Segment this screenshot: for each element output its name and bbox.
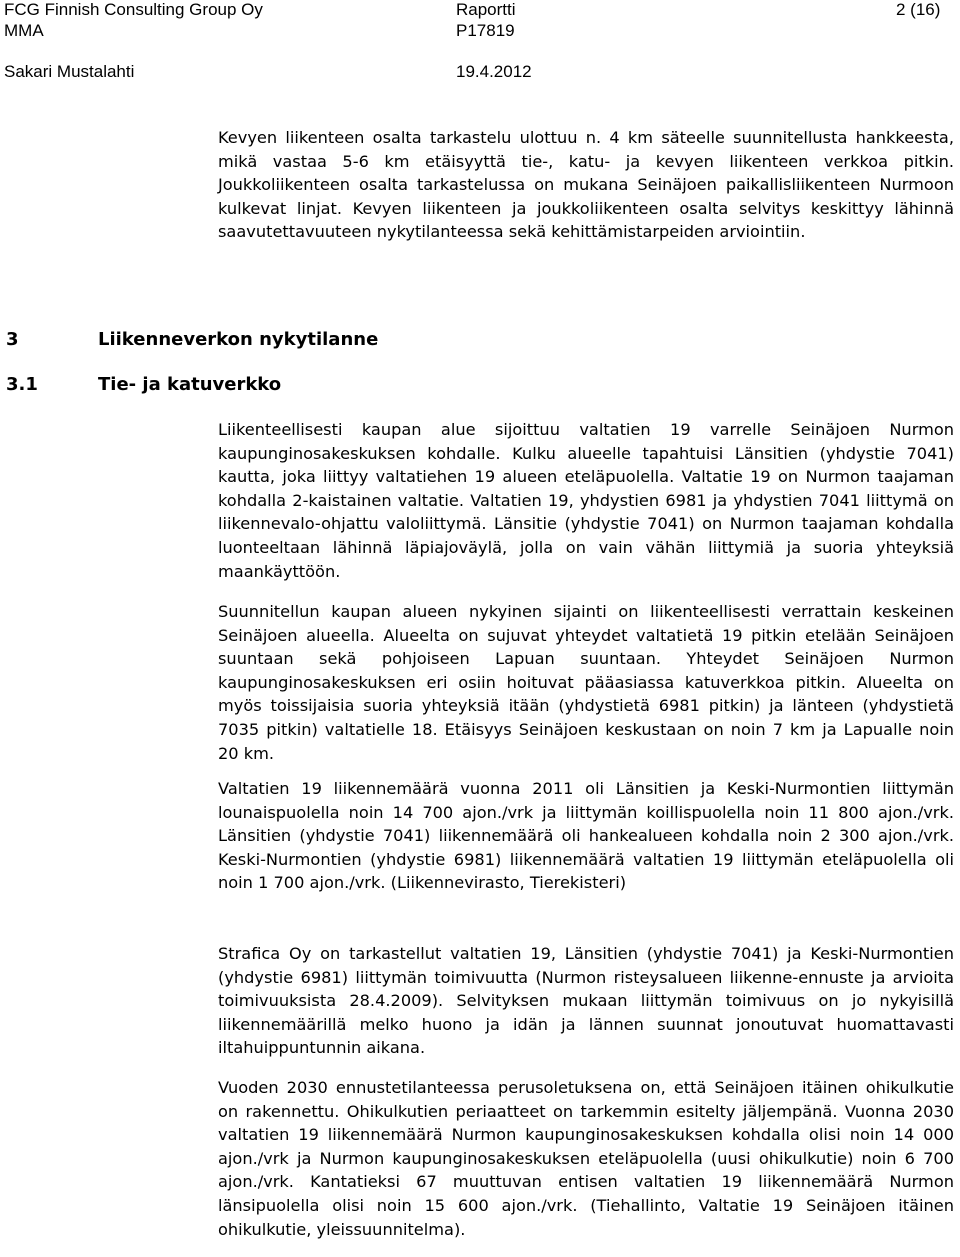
heading-section-3-1-title: Tie- ja katuverkko [98,374,282,395]
paragraph-traffic-volumes: Valtatien 19 liikennemäärä vuonna 2011 oli Länsitien ja Keski-Nurmontien liittymän lounaispuolella noin 14 700 ajon./vrk ja liittymän koillispuolella noin 11 800 ajon./vrk. Länsitien (yhdystie 7041) liikennemäärä oli hankealueen kohdalla noin 2 300 ajon./vrk. Keski-Nurmontien (yhdystie 6981) liikennemäärä valtatien 19 liittymän eteläpuolella oli noin 1 700 ajon./vrk. (Liikennevirasto, Tierekisteri) [218,779,954,893]
paragraph-light-traffic: Kevyen liikenteen osalta tarkastelu ulottuu n. 4 km säteelle suunnitellusta hankkeesta, mikä vastaa 5-6 km etäisyyttä tie-, katu- ja kevyen liikenteen verkkoa pitkin. Joukkoliikenteen osalta tarkastelussa on mukana Seinäjoen paikallisliikenteen Nurmoon kulkevat linjat. Kevyen liikenteen ja joukkoliikenteen osalta selvitys keskittyy lähinnä saavutettavuuteen nykytilanteessa sekä kehittämistarpeiden arviointiin. [218,128,954,242]
heading-section-3-1 [6,374,281,396]
header-date: 19.4.2012 [456,62,532,81]
heading-section-3-1-number: 3.1 [6,374,38,395]
paragraph-location: Suunnitellun kaupan alueen nykyinen sijainti on liikenteellisesti verrattain keskeinen Seinäjoen alueella. Alueelta on sujuvat yhteydet valtatietä 19 pitkin etelään Seinäjoen suuntaan sekä pohjoiseen Lapuan suuntaan. Yhteydet Seinäjoen Nurmon kaupunginosakeskuksen eri osiin hoituvat pääasiassa katuverkkoa pitkin. Alueelta on myös toissijaisia suoria yhteyksiä itään (yhdystietä 6981 pitkin) ja länteen (yhdystietä 7035 pitkin) valtatielle 18. Etäisyys Seinäjoen keskustaan on noin 7 km ja Lapualle noin 20 km. [218,602,954,763]
heading-section-3-number: 3 [6,329,19,350]
header-page-number: 2 (16) [896,0,941,19]
paragraph-strafica-study: Strafica Oy on tarkastellut valtatien 19, Länsitien (yhdystie 7041) ja Keski-Nurmontien (yhdystie 6981) liittymän toimivuutta (Nurmon risteysalueen liikenne-ennuste ja arvioita toimivuuksista 28.4.2009). Selvityksen mukaan liittymän toimivuus on jo nykyisillä liikennemäärillä melko huono ja idän ja lännen suunnat jonoutuvat huomattavasti iltahuippuntunnin aikana. [218,944,954,1058]
header-department: MMA [4,21,44,40]
header-project-number: P17819 [456,21,515,40]
header-doc-type: Raportti [456,0,516,19]
paragraph-road-network: Liikenteellisesti kaupan alue sijoittuu valtatien 19 varrelle Seinäjoen Nurmon kaupunginosakeskuksen kohdalle. Kulku alueelle tapahtuisi Länsitien (yhdystie 7041) kautta, joka liittyy valtatiehen 19 alueen eteläpuolella. Valtatie 19 on Nurmon taajaman kohdalla 2-kaistainen valtatie. Valtatien 19, yhdystien 6981 ja yhdystien 7041 liittymä on liikennevalo-ohjattu valoliittymä. Länsitie (yhdystie 7041) on Nurmon taajaman kohdalla luonteeltaan lähinnä läpiajoväylä, jolla on vain vähän liittymiä ja suoria yhteyksiä maankäyttöön. [218,420,954,581]
heading-section-3-title: Liikenneverkon nykytilanne [98,329,379,350]
heading-section-3 [6,329,378,351]
header-author: Sakari Mustalahti [4,62,135,81]
paragraph-forecast-2030: Vuoden 2030 ennustetilanteessa perusoletuksena on, että Seinäjoen itäinen ohikulkutie on rakennettu. Ohikulkutien periaatteet on tarkemmin esitelty jäljempänä. Vuonna 2030 valtatien 19 liikennemäärä Nurmon kaupunginosakeskuksen kohdalla olisi noin 14 000 ajon./vrk ja Nurmon kaupunginosakeskuksen eteläpuolella (uusi ohikulkutie) noin 6 700 ajon./vrk. Kantatieksi 67 muuttuvan entisen valtatien 19 liikennemäärä Nurmon länsipuolella olisi noin 15 600 ajon./vrk. (Tiehallinto, Valtatie 19 Seinäjoen itäinen ohikulkutie, yleissuunnitelma). [218,1078,954,1239]
header-company: FCG Finnish Consulting Group Oy [4,0,263,19]
